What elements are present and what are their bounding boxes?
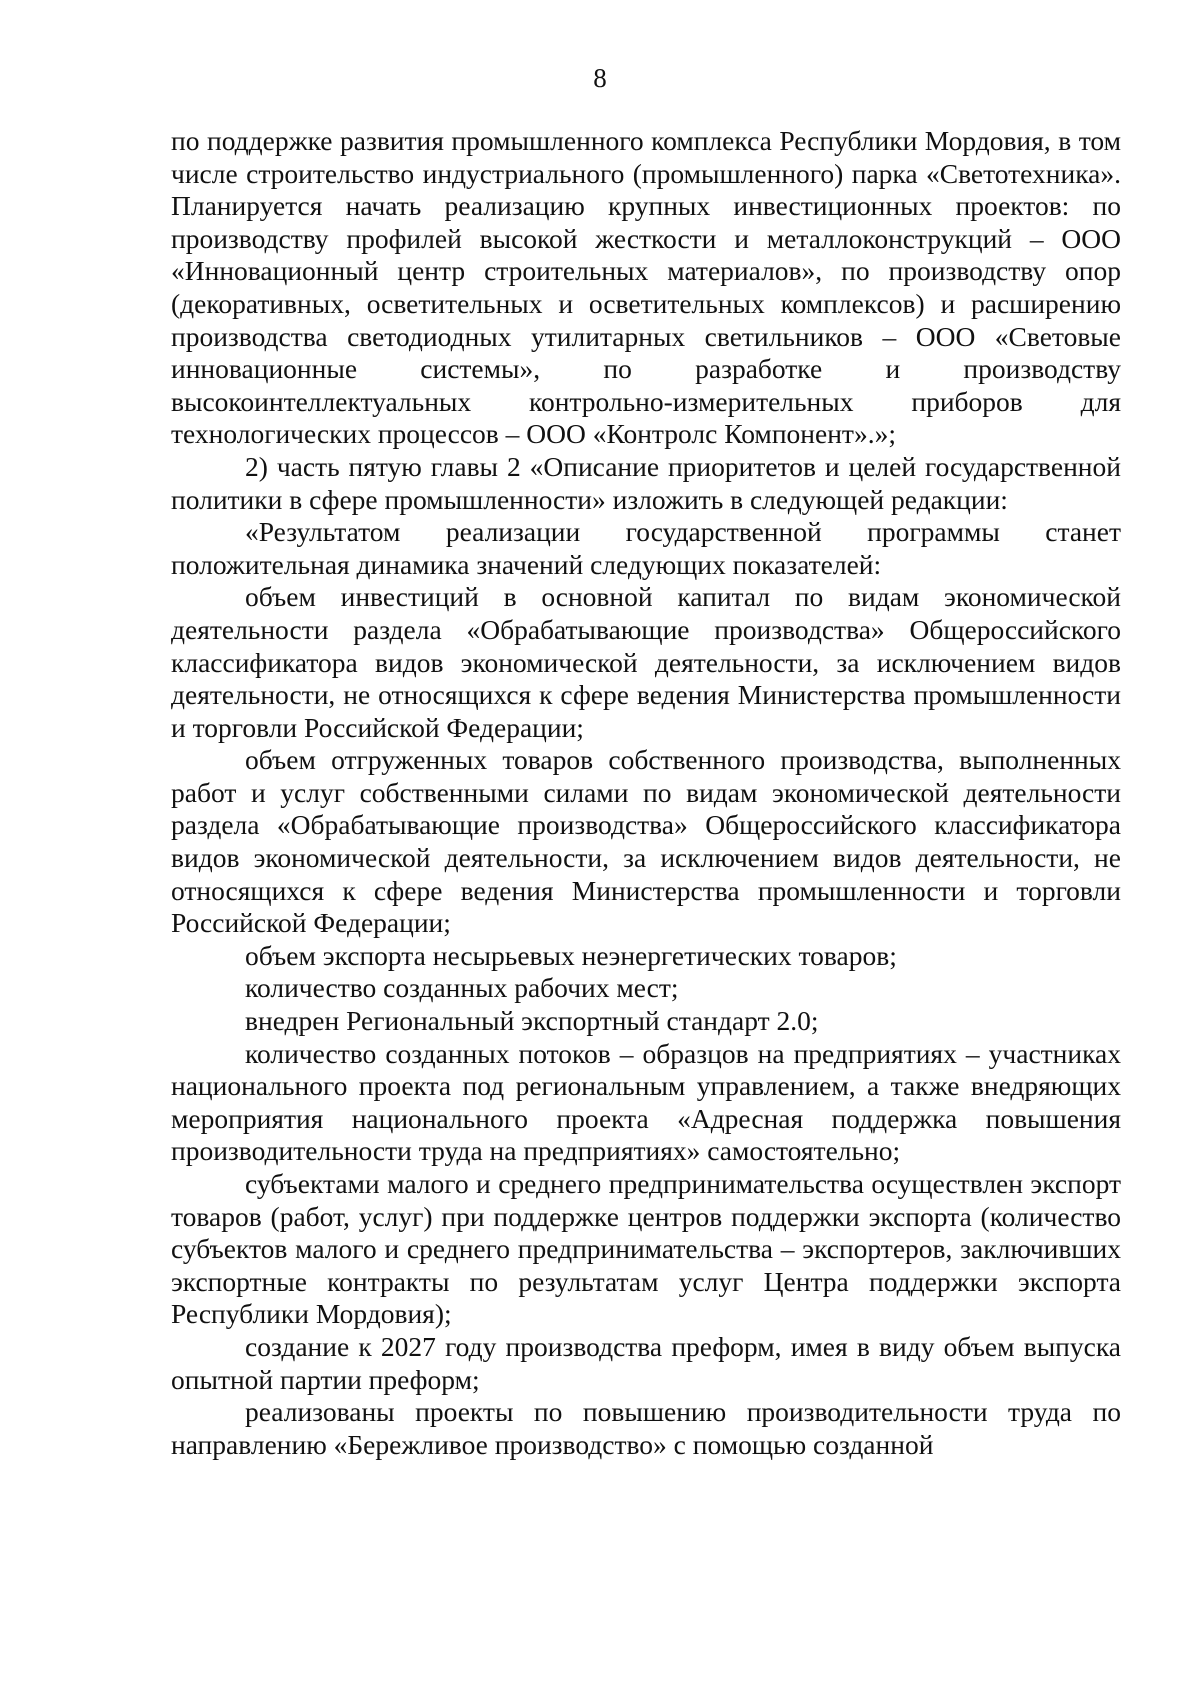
paragraph-continuation: по поддержке развития промышленного комплекса Республики Мордовия, в том числе строительство индустриального (промышленного) парка «Светотехника». Планируется начать реализацию крупных инвестиционных проектов: по производству профилей высокой жесткости и металлоконструкций – ООО «Инновационный центр строительных материалов», по производству опор (декоративных, осветительных и осветительных комплексов) и расширению производства светодиодных утилитарных светильников – ООО «Световые инновационные системы», по разработке и производству высокоинтеллектуальных контрольно-измерительных приборов для технологических процессов – ООО «Контролс Компонент».»; [171, 125, 1121, 450]
paragraph-indicator: объем инвестиций в основной капитал по видам экономической деятельности раздела «Обрабатывающие производства» Общероссийского классификатора видов экономической деятельности, за исключением видов деятельности, не относящихся к сфере ведения Министерства промышленности и торговли Российской Федерации; [171, 581, 1121, 743]
paragraph-amendment-item: 2) часть пятую главы 2 «Описание приоритетов и целей государственной политики в сфере промышленности» изложить в следующей редакции: [171, 450, 1121, 515]
document-body [171, 125, 1121, 1461]
paragraph-indicator: объем отгруженных товаров собственного производства, выполненных работ и услуг собственными силами по видам экономической деятельности раздела «Обрабатывающие производства» Общероссийского классификатора видов экономической деятельности, за исключением видов деятельности, не относящихся к сфере ведения Министерства промышленности и торговли Российской Федерации; [171, 744, 1121, 939]
paragraph-indicator: субъектами малого и среднего предпринимательства осуществлен экспорт товаров (работ, услуг) при поддержке центров поддержки экспорта (количество субъектов малого и среднего предпринимательства – экспортеров, заключивших экспортные контракты по результатам услуг Центра поддержки экспорта Республики Мордовия); [171, 1168, 1121, 1330]
paragraph-indicator: реализованы проекты по повышению производительности труда по направлению «Бережливое производство» с помощью созданной [171, 1396, 1121, 1460]
paragraph-indicator: внедрен Региональный экспортный стандарт 2.0; [245, 1005, 819, 1037]
page-number: 8 [593, 63, 607, 93]
paragraph-results-intro: «Результатом реализации государственной программы станет положительная динамика значений следующих показателей: [171, 516, 1121, 580]
paragraph-indicator: объем экспорта несырьевых неэнергетических товаров; [245, 939, 897, 971]
paragraph-indicator: создание к 2027 году производства преформ, имея в виду объем выпуска опытной партии преформ; [171, 1330, 1121, 1395]
paragraph-indicator: количество созданных рабочих мест; [245, 972, 679, 1004]
paragraph-indicator: количество созданных потоков – образцов на предприятиях – участниках национального проекта под региональным управлением, а также внедряющих мероприятия национального проекта «Адресная поддержка повышения производительности труда на предприятиях» самостоятельно; [171, 1037, 1121, 1167]
